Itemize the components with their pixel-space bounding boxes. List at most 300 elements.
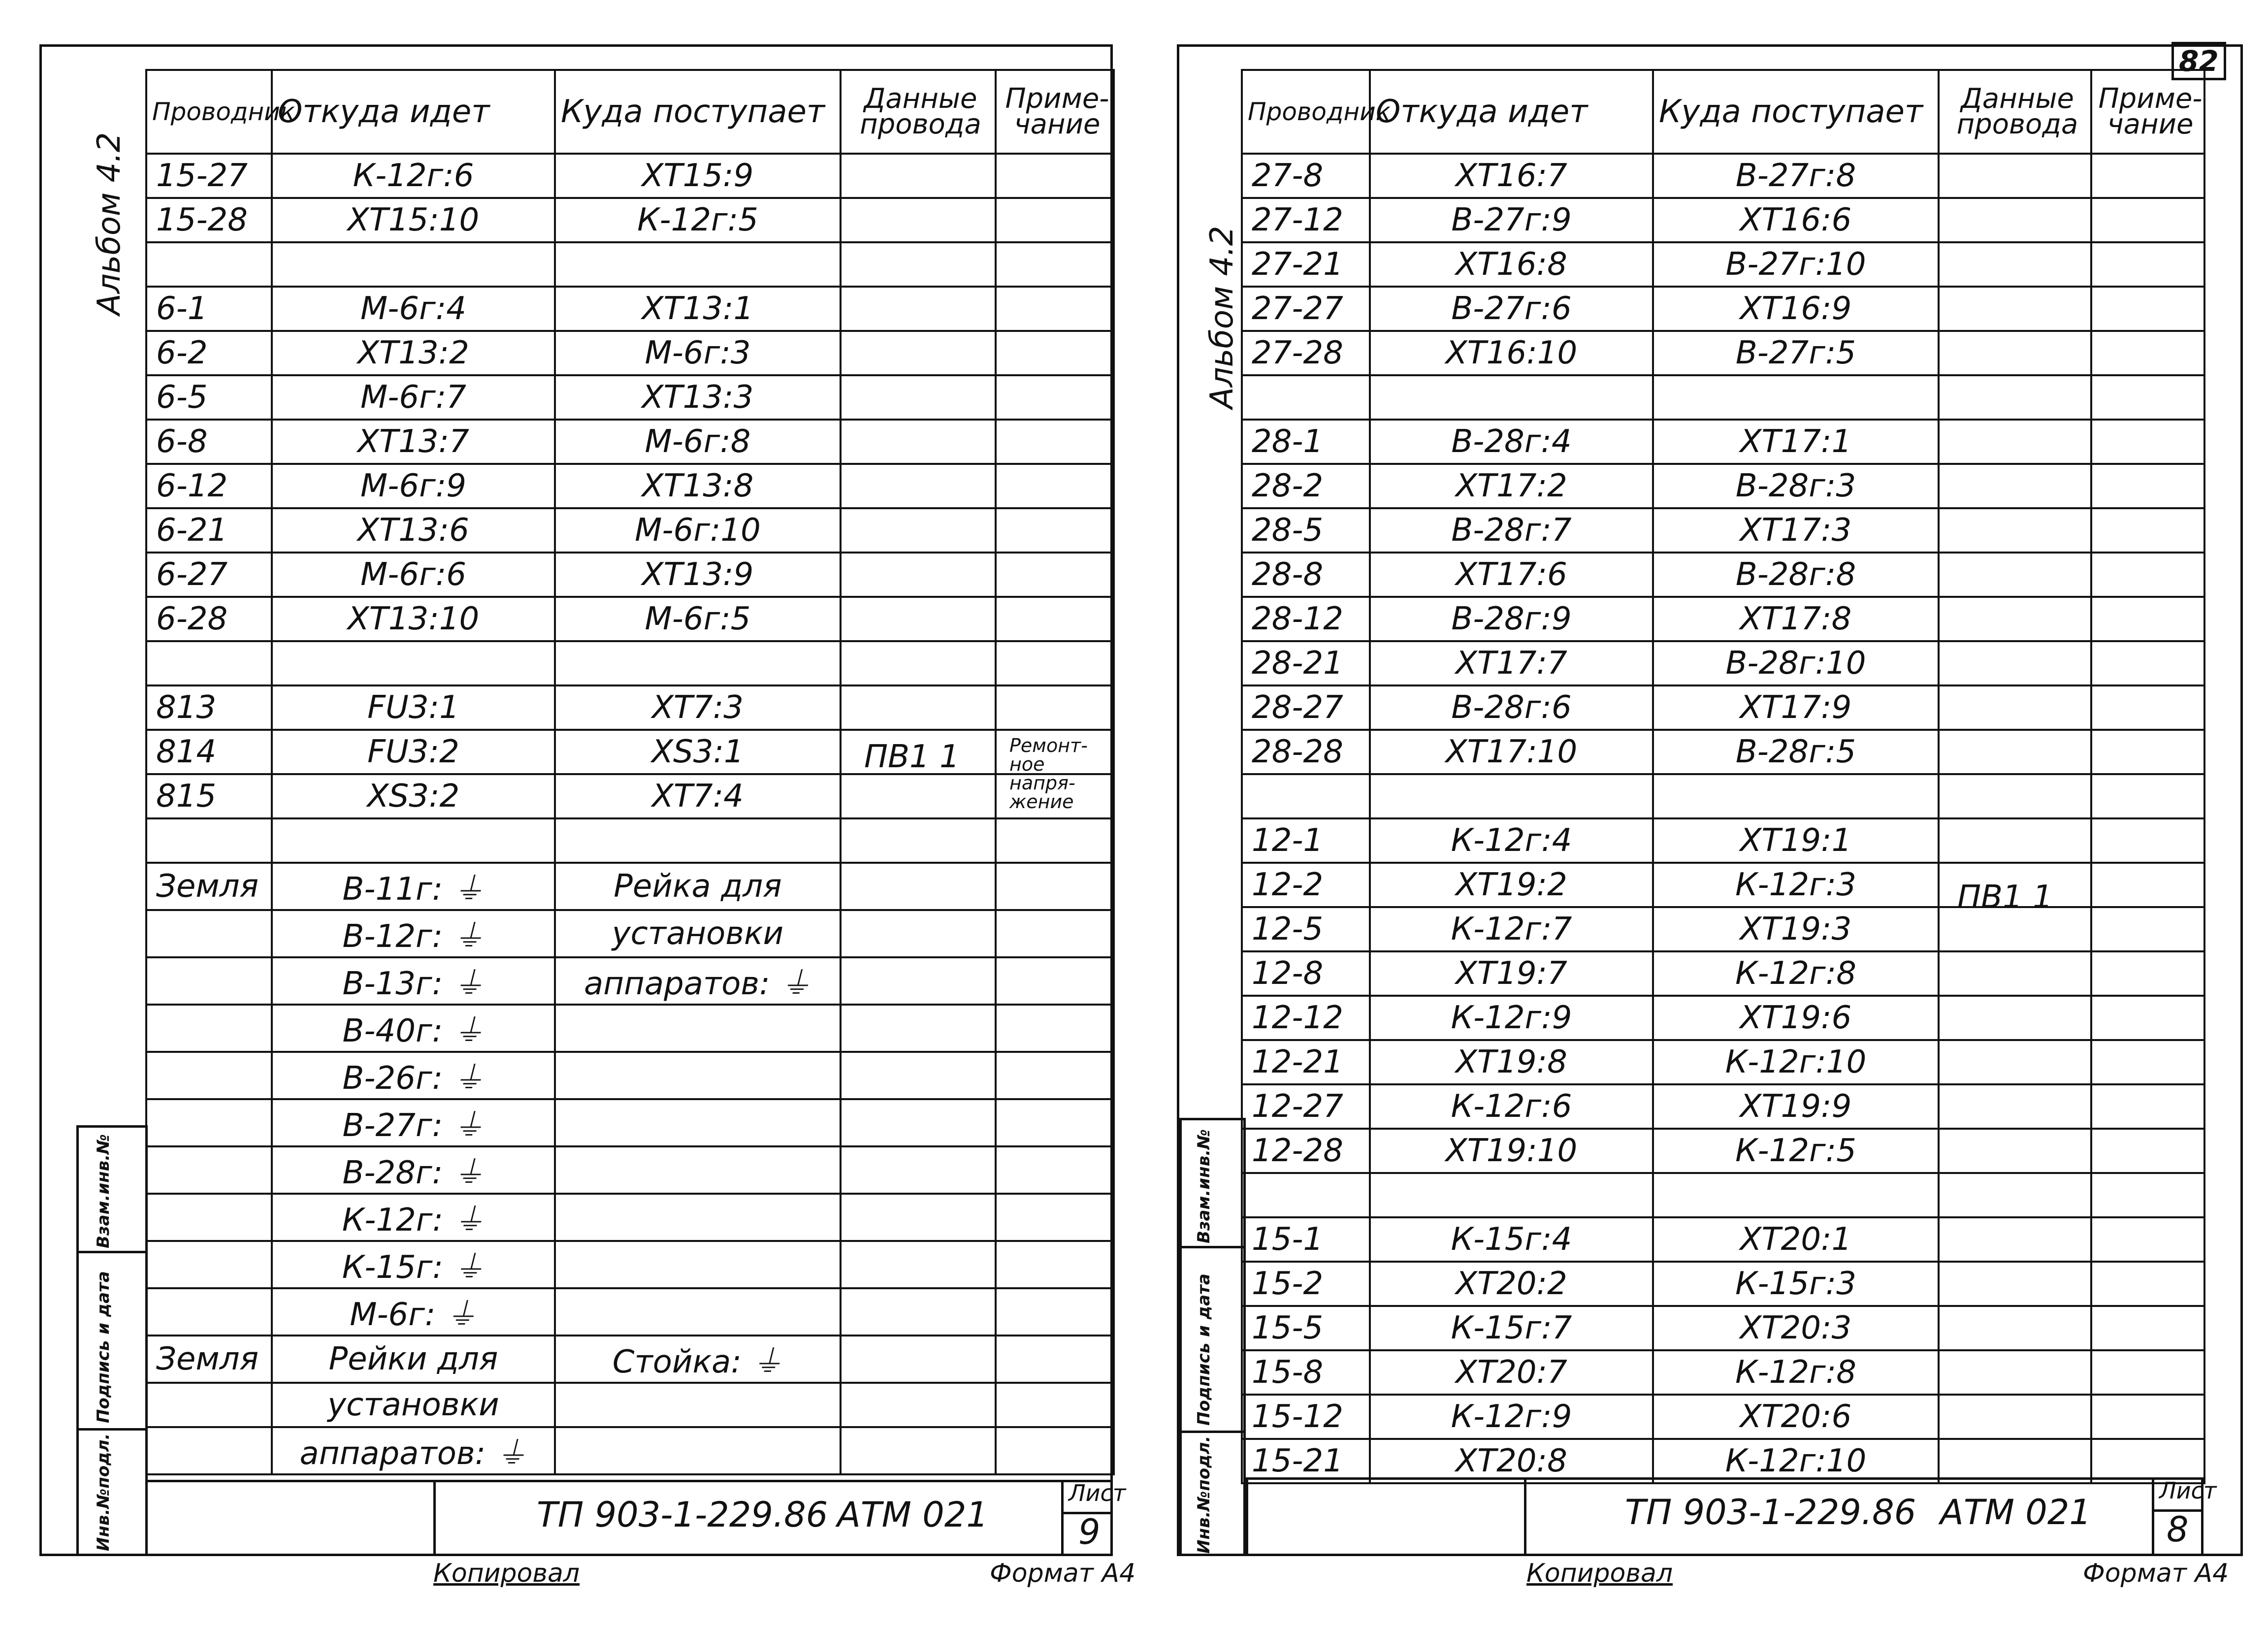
to-cell: М-6г:8 [555,420,841,464]
conductor-cell [146,1427,272,1474]
to-cell: Рейка для [555,863,841,910]
table-row [146,287,1114,331]
conductor-cell: 12-2 [1242,863,1370,907]
table-row [146,198,1114,242]
conductor-cell: 15-2 [1242,1262,1370,1306]
table-row [146,464,1114,508]
to-cell: В-28г:5 [1653,730,1939,774]
from-cell: М-6г: ⏚ [272,1288,555,1336]
wire-data-cell [841,375,996,420]
wire-data-cell [1939,553,2091,597]
conductor-cell: 15-1 [1242,1217,1370,1262]
to-cell [555,818,841,863]
to-cell: В-28г:10 [1653,641,1939,685]
table-row [146,1383,1114,1427]
conductor-cell [1242,1173,1370,1217]
page-number: 82 [2171,42,2226,80]
to-cell: М-6г:5 [555,597,841,641]
table-row [146,910,1114,957]
wire-data-cell [1939,597,2091,641]
to-cell: К-12г:8 [1653,951,1939,996]
wire-data-cell [841,508,996,553]
note-cell [2091,1262,2204,1306]
to-cell [555,1427,841,1474]
table-row [146,641,1114,685]
conductor-cell: 28-12 [1242,597,1370,641]
right-wire-data-value: ПВ1 1 [1957,879,2053,915]
table-row [1242,287,2204,331]
note-cell [996,420,1114,464]
conductor-cell [1242,375,1370,420]
to-cell: К-15г:3 [1653,1262,1939,1306]
table-row [146,774,1114,818]
to-cell [1653,774,1939,818]
col-header-wire-data: Данные провода [1939,70,2091,154]
stamp-label-signature-date: Подпись и дата [1194,1273,1214,1426]
table-row [146,508,1114,553]
wire-data-cell [1939,154,2091,198]
wire-data-cell [1939,1395,2091,1439]
from-cell: М-6г:7 [272,375,555,420]
note-cell [2091,774,2204,818]
note-cell [2091,996,2204,1040]
from-cell: К-15г: ⏚ [272,1241,555,1288]
note-cell [996,242,1114,287]
note-cell [2091,1439,2204,1483]
table-row [1242,464,2204,508]
conductor-cell [1242,774,1370,818]
table-row [1242,1306,2204,1350]
to-cell [555,1052,841,1099]
from-cell: ХТ20:8 [1370,1439,1653,1483]
to-cell: К-12г:5 [1653,1129,1939,1173]
table-row [1242,1439,2204,1483]
note-cell [2091,553,2204,597]
conductor-cell: 15-12 [1242,1395,1370,1439]
stamp-label-replace-inv: Взам.инв.№ [94,1134,113,1248]
conductor-cell [146,1005,272,1052]
to-cell: ХТ7:3 [555,685,841,730]
conductor-cell [146,1288,272,1336]
wire-data-cell [1939,1217,2091,1262]
note-cell [996,957,1114,1005]
note-cell [996,1099,1114,1146]
from-cell: ХТ19:7 [1370,951,1653,996]
to-cell [555,242,841,287]
from-cell: ХТ17:6 [1370,553,1653,597]
wire-data-cell [841,774,996,818]
to-cell: ХТ17:1 [1653,420,1939,464]
conductor-cell [146,818,272,863]
to-cell [555,641,841,685]
table-row [146,1005,1114,1052]
note-cell [996,1005,1114,1052]
to-cell [555,1099,841,1146]
from-cell: К-12г:9 [1370,996,1653,1040]
table-row [1242,508,2204,553]
table-row [1242,1395,2204,1439]
conductor-cell: 814 [146,730,272,774]
note-cell [996,464,1114,508]
conductor-cell [146,910,272,957]
note-cell [2091,863,2204,907]
wire-data-cell [1939,1350,2091,1395]
from-cell [1370,774,1653,818]
from-cell: ХТ17:10 [1370,730,1653,774]
to-cell: ХТ15:9 [555,154,841,198]
conductor-cell: 6-27 [146,553,272,597]
table-row [1242,641,2204,685]
wire-data-cell [841,1288,996,1336]
table-row [1242,730,2204,774]
table-row [146,1052,1114,1099]
wire-data-cell [1939,685,2091,730]
right-table-body [1242,154,2204,1483]
to-cell: Стойка: ⏚ [555,1336,841,1383]
to-cell: М-6г:10 [555,508,841,553]
table-row [146,420,1114,464]
conductor-cell: 12-28 [1242,1129,1370,1173]
note-cell [2091,685,2204,730]
conductor-cell: 6-28 [146,597,272,641]
table-row [146,242,1114,287]
left-wire-table [145,69,1115,1475]
table-row [146,1194,1114,1241]
from-cell: В-26г: ⏚ [272,1052,555,1099]
note-cell [996,198,1114,242]
from-cell: В-11г: ⏚ [272,863,555,910]
from-cell: ХТ19:2 [1370,863,1653,907]
from-cell: К-12г: ⏚ [272,1194,555,1241]
table-row [146,1099,1114,1146]
wire-data-cell [841,242,996,287]
from-cell: ХТ19:10 [1370,1129,1653,1173]
wire-data-cell [1939,287,2091,331]
table-row [1242,1217,2204,1262]
conductor-cell: 28-1 [1242,420,1370,464]
stamp-label-inv-orig: Инв.№подл. [1194,1435,1214,1554]
conductor-cell: 6-1 [146,287,272,331]
from-cell: В-27г:9 [1370,198,1653,242]
to-cell: ХТ16:9 [1653,287,1939,331]
from-cell: FU3:2 [272,730,555,774]
wire-data-cell [841,198,996,242]
conductor-cell: 6-12 [146,464,272,508]
right-side-stamp [1179,1118,1246,1556]
note-cell [996,685,1114,730]
note-cell [2091,287,2204,331]
conductor-cell: 12-12 [1242,996,1370,1040]
from-cell: К-12г:6 [1370,1084,1653,1129]
wire-data-cell [841,420,996,464]
from-cell: К-12г:9 [1370,1395,1653,1439]
from-cell: ХТ13:6 [272,508,555,553]
wire-data-cell [1939,1262,2091,1306]
wire-data-cell [1939,242,2091,287]
from-cell: М-6г:6 [272,553,555,597]
table-row [146,1288,1114,1336]
note-cell [996,1052,1114,1099]
wire-data-cell [841,910,996,957]
col-header-note: Приме-чание [996,70,1114,154]
table-row [146,1146,1114,1194]
wire-data-cell [841,1005,996,1052]
table-row [1242,863,2204,907]
from-cell: FU3:1 [272,685,555,730]
to-cell: К-12г:10 [1653,1439,1939,1483]
conductor-cell: 15-8 [1242,1350,1370,1395]
to-cell: аппаратов: ⏚ [555,957,841,1005]
left-side-stamp [76,1125,148,1556]
table-row [146,1336,1114,1383]
table-row [1242,774,2204,818]
right-wire-table [1241,69,2205,1484]
conductor-cell: 12-5 [1242,907,1370,951]
note-cell [2091,242,2204,287]
note-cell [2091,1084,2204,1129]
note-cell [2091,597,2204,641]
table-row [146,818,1114,863]
conductor-cell: 12-8 [1242,951,1370,996]
wire-data-cell [841,1241,996,1288]
conductor-cell: 27-27 [1242,287,1370,331]
wire-data-cell [1939,951,2091,996]
table-row [1242,1129,2204,1173]
note-cell [996,910,1114,957]
to-cell: ХS3:1 [555,730,841,774]
note-cell [996,1427,1114,1474]
from-cell: В-28г:7 [1370,508,1653,553]
table-row [146,685,1114,730]
left-format-label: Формат А4 [990,1559,1136,1588]
note-cell [2091,730,2204,774]
from-cell: К-12г:4 [1370,818,1653,863]
note-cell [2091,420,2204,464]
note-cell [996,863,1114,910]
from-cell: В-27г: ⏚ [272,1099,555,1146]
note-cell [2091,375,2204,420]
table-row [1242,1262,2204,1306]
to-cell [1653,375,1939,420]
note-cell [996,1194,1114,1241]
wire-data-cell [1939,1084,2091,1129]
conductor-cell: 15-5 [1242,1306,1370,1350]
wire-data-cell [1939,375,2091,420]
note-cell [2091,464,2204,508]
right-doc-code2: АТМ 021 [1940,1492,2091,1532]
from-cell: К-12г:6 [272,154,555,198]
table-row [146,1427,1114,1474]
conductor-cell: 12-21 [1242,1040,1370,1084]
wire-data-cell [1939,464,2091,508]
conductor-cell: 12-1 [1242,818,1370,863]
conductor-cell [146,1146,272,1194]
right-album-label: Альбом 4.2 [1204,226,1240,409]
note-cell [996,154,1114,198]
note-cell [996,287,1114,331]
conductor-cell: 15-27 [146,154,272,198]
wire-data-cell [1939,331,2091,375]
conductor-cell: 28-5 [1242,508,1370,553]
from-cell: М-6г:9 [272,464,555,508]
conductor-cell: 28-21 [1242,641,1370,685]
to-cell: ХТ16:6 [1653,198,1939,242]
to-cell: К-12г:10 [1653,1040,1939,1084]
to-cell: ХТ13:1 [555,287,841,331]
left-note-value: Ремонт-ное напря-жение [1009,735,1088,813]
from-cell: В-28г:6 [1370,685,1653,730]
left-wire-data-value: ПВ1 1 [864,739,960,775]
from-cell: В-13г: ⏚ [272,957,555,1005]
wire-data-cell [1939,774,2091,818]
table-row [146,331,1114,375]
from-cell: В-28г:9 [1370,597,1653,641]
left-doc-code2: АТМ 021 [837,1495,988,1535]
wire-data-cell [1939,420,2091,464]
from-cell [1370,375,1653,420]
from-cell [272,818,555,863]
note-cell [2091,641,2204,685]
table-row [1242,1173,2204,1217]
table-row [146,730,1114,774]
from-cell: М-6г:4 [272,287,555,331]
left-album-label: Альбом 4.2 [91,132,128,315]
wire-data-cell [1939,508,2091,553]
wire-data-cell [841,1427,996,1474]
to-cell: В-28г:3 [1653,464,1939,508]
left-sheet-label: Лист [1069,1480,1126,1506]
note-cell [996,597,1114,641]
conductor-cell: 813 [146,685,272,730]
from-cell: ХТ13:2 [272,331,555,375]
conductor-cell: 27-28 [1242,331,1370,375]
wire-data-cell [841,1146,996,1194]
note-cell [996,1146,1114,1194]
conductor-cell: 6-2 [146,331,272,375]
wire-data-cell [841,1336,996,1383]
note-cell [2091,1350,2204,1395]
conductor-cell: 28-2 [1242,464,1370,508]
wire-data-cell [841,553,996,597]
col-header-conductor: Проводник [1242,70,1370,154]
table-row [1242,1040,2204,1084]
note-cell [2091,1217,2204,1262]
to-cell: ХТ19:6 [1653,996,1939,1040]
table-row [1242,242,2204,287]
stamp-label-replace-inv: Взам.инв.№ [1194,1129,1214,1243]
note-cell [2091,1306,2204,1350]
from-cell [1370,1173,1653,1217]
col-header-wire-data: Данные провода [841,70,996,154]
wire-data-cell [1939,1306,2091,1350]
conductor-cell [146,957,272,1005]
stamp-label-inv-orig: Инв.№подл. [94,1433,113,1551]
right-sheet-number: 8 [2167,1509,2189,1550]
to-cell: ХТ13:3 [555,375,841,420]
wire-data-cell [1939,1439,2091,1483]
conductor-cell: 6-5 [146,375,272,420]
table-row [1242,331,2204,375]
to-cell: К-12г:3 [1653,863,1939,907]
to-cell: ХТ17:8 [1653,597,1939,641]
to-cell: ХТ19:1 [1653,818,1939,863]
table-row [1242,553,2204,597]
conductor-cell: 28-27 [1242,685,1370,730]
stamp-label-signature-date: Подпись и дата [94,1271,113,1423]
to-cell [555,1005,841,1052]
from-cell: В-12г: ⏚ [272,910,555,957]
to-cell: ХТ13:8 [555,464,841,508]
wire-data-cell [1939,1129,2091,1173]
to-cell: ХТ19:9 [1653,1084,1939,1129]
table-row [146,553,1114,597]
table-row [146,597,1114,641]
to-cell: В-28г:8 [1653,553,1939,597]
to-cell: В-27г:5 [1653,331,1939,375]
to-cell: ХТ19:3 [1653,907,1939,951]
wire-data-cell [1939,1040,2091,1084]
table-row [146,957,1114,1005]
col-header-note: Приме-чание [2091,70,2204,154]
from-cell: К-12г:7 [1370,907,1653,951]
note-cell [996,641,1114,685]
wire-data-cell [841,957,996,1005]
note-cell [2091,198,2204,242]
conductor-cell [146,242,272,287]
conductor-cell: 27-21 [1242,242,1370,287]
wire-data-cell [841,641,996,685]
from-cell: ХТ19:8 [1370,1040,1653,1084]
table-row [1242,597,2204,641]
left-table-body [146,154,1114,1474]
from-cell: установки [272,1383,555,1427]
wire-data-cell [841,464,996,508]
wire-data-cell [841,597,996,641]
conductor-cell [146,1241,272,1288]
to-cell: В-27г:8 [1653,154,1939,198]
conductor-cell: 15-21 [1242,1439,1370,1483]
to-cell: ХТ17:3 [1653,508,1939,553]
wire-data-cell [841,1383,996,1427]
wire-data-cell [1939,198,2091,242]
conductor-cell: 27-12 [1242,198,1370,242]
note-cell [2091,818,2204,863]
to-cell: установки [555,910,841,957]
note-cell [996,553,1114,597]
to-cell [555,1383,841,1427]
wire-data-cell [1939,818,2091,863]
to-cell [555,1194,841,1241]
note-cell [2091,951,2204,996]
table-row [1242,198,2204,242]
col-header-conductor: Проводник [146,70,272,154]
to-cell: К-12г:8 [1653,1350,1939,1395]
wire-data-cell [841,685,996,730]
wire-data-cell [841,1099,996,1146]
note-cell [2091,907,2204,951]
note-cell [996,331,1114,375]
from-cell: В-28г:4 [1370,420,1653,464]
wire-data-cell [841,1194,996,1241]
conductor-cell [146,1099,272,1146]
to-cell: ХТ20:6 [1653,1395,1939,1439]
conductor-cell: 12-27 [1242,1084,1370,1129]
from-cell [272,641,555,685]
table-row [1242,1084,2204,1129]
to-cell [555,1288,841,1336]
note-cell [996,1241,1114,1288]
table-row [1242,375,2204,420]
